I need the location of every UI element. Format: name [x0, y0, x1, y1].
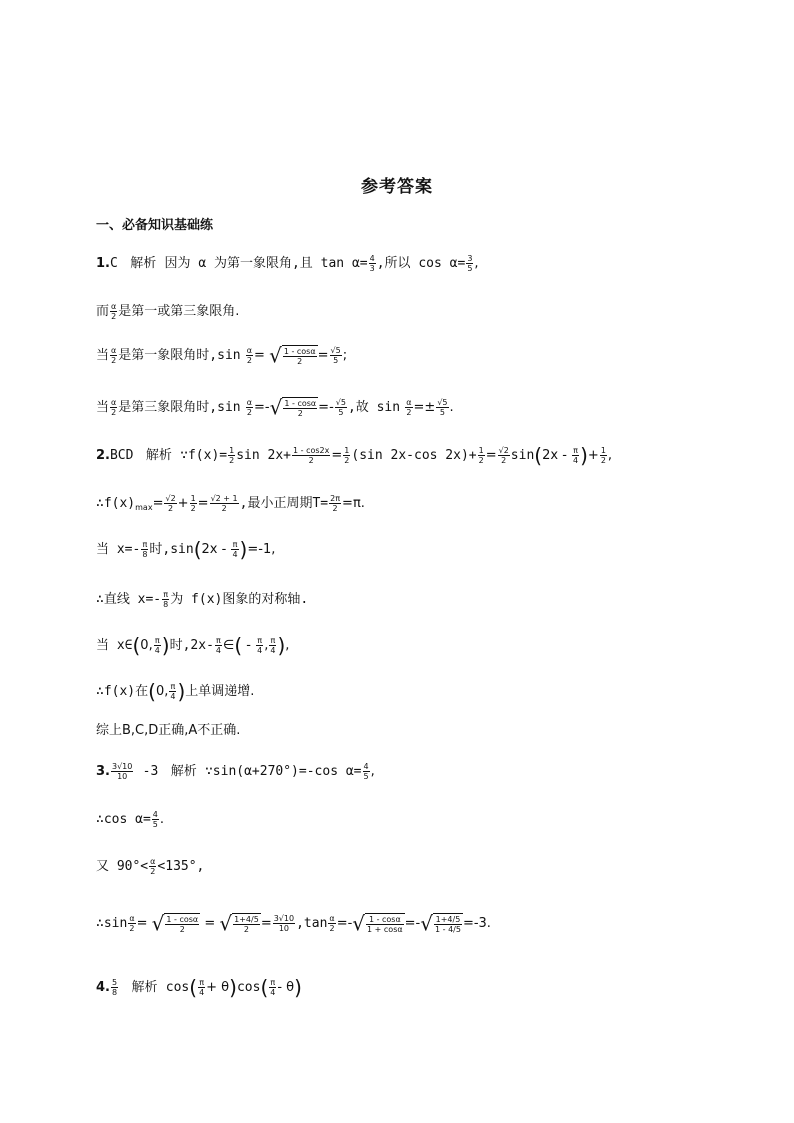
question-number: 1.	[96, 256, 110, 271]
q2-line-2: $\therefore f(x)_{max}=$ $\frac{√2}{2}$ + $\frac{1}{2}$ = $\frac{√2 + 1}{2}$ ,最小正周期T= $\frac{2\pi}{2}$ =π.	[96, 494, 365, 513]
section-heading: 一、必备知识基础练	[96, 218, 214, 233]
q3-line-2: ∴cos α= $\frac{4}{5}$ .	[96, 810, 165, 829]
fraction: $\frac{\alpha}{2}$	[246, 346, 253, 365]
q2-line-5: 当 x∈(0, $\frac{\pi}{4}$ )时,2x- $\frac{\pi}{4}$ ∈( - $\frac{\pi}{4}$ , $\frac{\pi}{4}$ ),	[96, 633, 290, 658]
question-number: 3.	[96, 764, 110, 779]
analysis-label: 解析	[130, 256, 157, 271]
q2-line-7: 综上B,C,D正确,A不正确.	[96, 723, 241, 738]
q3-line-4: ∴sin $\frac{\alpha}{2}$ = √ $\frac{1 - \cos\alpha}{2}$ = √ $\frac{1+4/5}{2}$ = $\frac{3√10}{10}$ ,tan $\frac{\alpha}{2}$ =-√ $\frac{1 - \cos\alpha}{1 + \cos\alpha}$ =-√ $\frac{1+4/5}{1 - 4/5}$ =-3.	[96, 911, 491, 936]
answer-letter: BCD	[109, 448, 134, 463]
fraction: $\frac{\alpha}{2}$	[111, 302, 117, 321]
fraction: $\frac{4}{3}$	[369, 254, 375, 273]
analysis-label: 解析	[145, 448, 172, 463]
text: 因为 α 为第一象限角,且 tan α=	[164, 256, 368, 271]
q1-line-3: 当 $\frac{\alpha}{2}$ 是第一象限角时,sin $\frac{\alpha}{2}$ = √ $\frac{1 - \cos\alpha}{2}$ = $\frac{√5}{5}$ ;	[96, 343, 348, 368]
analysis-label: 解析	[131, 980, 158, 995]
q2-line-6: ∴f(x)在(0, $\frac{\pi}{4}$ )上单调递增.	[96, 679, 255, 704]
q4-line-1: 4. $\frac{5}{8}$ 解析 cos( $\frac{\pi}{4}$ + θ)cos( $\frac{\pi}{4}$ - θ)	[96, 975, 302, 1000]
fraction: $\frac{\alpha}{2}$	[111, 346, 117, 365]
fraction: $\frac{3}{5}$	[467, 254, 473, 273]
q2-line-4: ∴直线 x=- $\frac{\pi}{8}$ 为 f(x)图象的对称轴.	[96, 590, 309, 609]
q1-line-2: 而 $\frac{\alpha}{2}$ 是第一或第三象限角.	[96, 302, 240, 321]
sqrt-expression: √ $\frac{1 - \cos\alpha}{2}$	[269, 395, 317, 420]
page-title: 参考答案	[361, 177, 433, 197]
q1-line-4: 当 $\frac{\alpha}{2}$ 是第三象限角时,sin $\frac{\alpha}{2}$ =-√ $\frac{1 - \cos\alpha}{2}$ =- $\frac{√5}{5}$ ,故 sin $\frac{\alpha}{2}$ =± $\frac{√5}{5}$ .	[96, 395, 454, 420]
q1-line-1: 1.C 解析 因为 α 为第一象限角,且 tan α= $\frac{4}{3}$ ,所以 cos α= $\frac{3}{5}$ ,	[96, 254, 479, 273]
question-number: 4.	[96, 980, 110, 995]
answer-letter: C	[109, 256, 118, 271]
q2-line-3: 当 x=- $\frac{\pi}{8}$ 时,sin(2x - $\frac{\pi}{4}$ )=-1,	[96, 537, 276, 562]
analysis-label: 解析	[170, 764, 197, 779]
q3-line-1: 3. $\frac{3√10}{10}$ -3 解析 ∵sin(α+270°)=-cos α= $\frac{4}{5}$ ,	[96, 762, 375, 781]
q2-line-1: 2.BCD 解析 ∵f(x)= $\frac{1}{2}$ sin 2x+ $\frac{1 - \cos 2x}{2}$ = $\frac{1}{2}$ (sin 2x-cos 2x)+ $\frac{1}{2}$ = $\frac{√2}{2}$ sin(2x - $\frac{\pi}{4}$ )+ $\frac{1}{2}$ ,	[96, 443, 613, 468]
question-number: 2.	[96, 448, 110, 463]
sqrt-expression: √ $\frac{1 - \cos\alpha}{2}$	[269, 343, 316, 368]
text: ,所以 cos α=	[376, 256, 466, 271]
fraction: $\frac{√5}{5}$	[330, 346, 341, 365]
q3-line-3: 又 90°< $\frac{\alpha}{2}$ <135°,	[96, 857, 205, 876]
